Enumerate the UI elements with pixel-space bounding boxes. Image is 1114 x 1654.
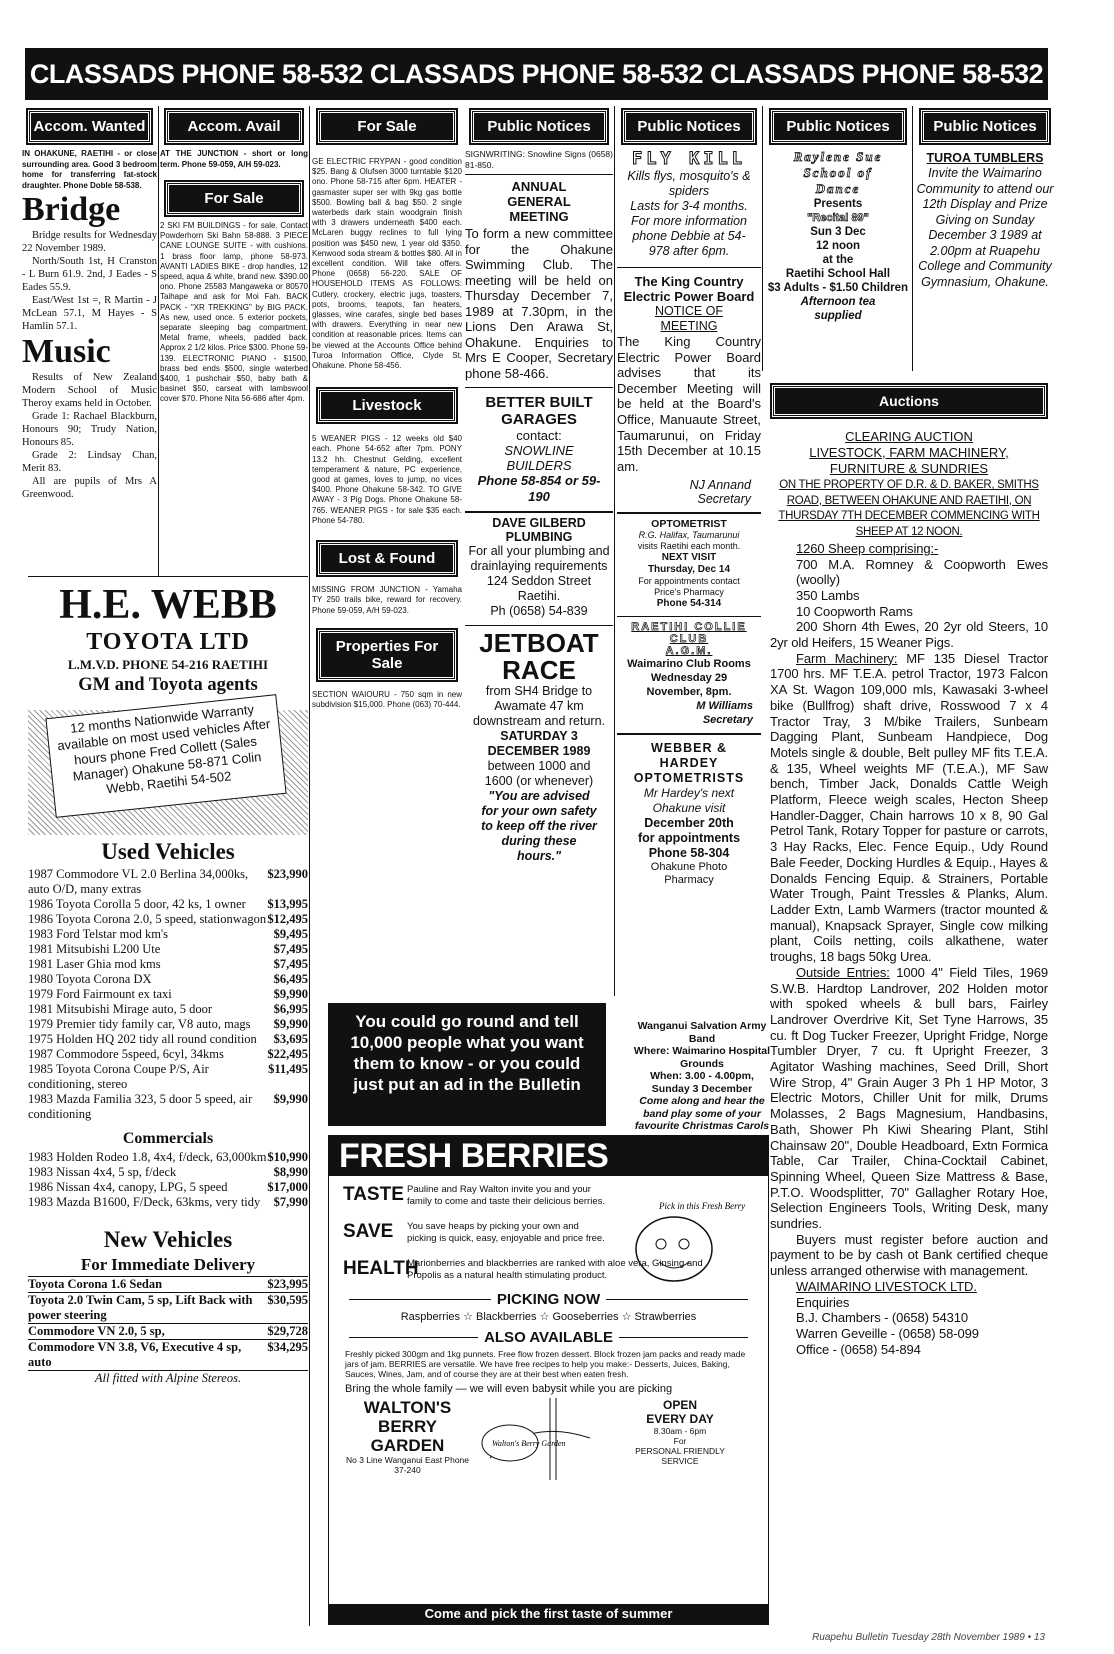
bulletin-ad: You could go round and tell 10,000 people what you want them to know - or you could just put an ad in the Bulletin — [328, 1003, 606, 1126]
berries-save-text: You save heaps by picking your own and picking is quick, easy, enjoyable and price free. — [407, 1221, 605, 1244]
vehicle-row — [28, 957, 308, 972]
vehicle-price: $8,990 — [273, 1165, 308, 1179]
jetboat-time: between 1000 and 1600 (or whenever) — [484, 759, 594, 788]
collie-l1: Waimarino Club Rooms — [627, 658, 751, 671]
heading-public-notices-4: Public Notices — [921, 110, 1049, 143]
salvation-notice — [632, 1020, 772, 1133]
berries-also: ALSO AVAILABLE — [484, 1329, 613, 1346]
berries-for: For — [673, 1436, 687, 1446]
flykill-l3: For more information phone Debbie at 54-978 after 6pm. — [630, 214, 747, 258]
auction-enq: Enquiries — [796, 1294, 850, 1310]
heading-auctions: Auctions — [772, 385, 1046, 417]
vehicle-price: $11,495 — [268, 1062, 308, 1076]
webb-line: L.M.V.D. PHONE 54-216 RAETIHI — [67, 657, 269, 672]
vehicle-price: $13,995 — [267, 897, 308, 911]
heading-for-sale: For Sale — [318, 110, 456, 143]
vehicle-row — [28, 1032, 308, 1047]
berries-bring: Bring the whole family — we will even babysit while you are picking — [345, 1383, 673, 1395]
heading-accom-avail: Accom. Avail — [166, 110, 302, 143]
comm-list — [28, 1150, 308, 1210]
vehicle-desc: 1975 Holden HQ 202 tidy all round condition — [28, 1032, 257, 1046]
optometrist-l1: R.G. Halifax, Taumarunui — [638, 530, 740, 541]
heading-properties: Properties For Sale — [318, 630, 456, 680]
vehicle-row — [28, 1017, 308, 1032]
heading-public-notices-2: Public Notices — [623, 110, 755, 143]
optometrist-l3: NEXT VISIT — [661, 552, 717, 564]
optometrist-l5: For appointments contact — [638, 576, 740, 587]
heading-for-sale-2: For Sale — [166, 182, 302, 215]
salvation-l4: Come along and hear the band play some of your favourite Christmas Carols — [634, 1095, 770, 1132]
new-sub: For Immediate Delivery — [80, 1255, 256, 1274]
auction-h2: LIVESTOCK, FARM MACHINERY, FURNITURE & SUNDRIES — [809, 445, 1009, 476]
raylene-l7: 12 noon — [815, 240, 861, 252]
vehicle-desc: 1983 Holden Rodeo 1.8, 4x4, f/deck, 63,000km — [28, 1150, 267, 1164]
raylene-l10: $3 Adults - $1.50 Children — [767, 282, 909, 294]
collie-sub: A.G.M. — [665, 645, 713, 658]
vehicle-desc: 1979 Ford Fairmount ex taxi — [28, 987, 172, 1001]
auction-outside-h: Outside Entries: — [796, 964, 890, 980]
vehicle-price: $12,495 — [267, 912, 308, 926]
col-public-notices-3 — [765, 106, 911, 323]
auction-outside: 1000 4" Field Tiles, 1969 S.W.B. Hardtop Landrover, 202 Holden motor with spoked wheels & bull bars, Fairley Landrover Overdrive Kit, Set Tyne Harrows, 35 cu. ft Dog Tucker Freezer, Upright Fridge, Norge Tumbler Dryer, 7 cu. ft Upright Freezer, 3 Agitator Washing machines, Seed Drill, Short Wire Strop, 4" Grain Auger 3 Ph 1 HP Motor, 3 Electric Motors, Chiller Unit for milk, Drums Molasses, 2 Bags Magnesium, Handbasins, Bath, Shower Ph Kiwi Shearing Plant, Stihl Chainsaw 20", Double Headboard, Extn Formica Table, Car Trailer, China-Cocktail Cabinet, Spinning Wheel, Queen Size Mattress & Base, P.T.O. Woodsplitter, 70" Gallagher Rotary Hoe, Selection Engineers Tools, Writing Desk, many sundries. — [770, 964, 1048, 1232]
vehicle-row — [28, 1277, 308, 1293]
vehicle-row — [28, 912, 308, 927]
berries-open: OPEN — [662, 1398, 697, 1412]
music-title: Music — [22, 333, 111, 370]
berries-garden: WALTON'S BERRY GARDEN — [363, 1398, 452, 1455]
vehicle-desc: 1987 Commodore 5speed, 6cyl, 34kms — [28, 1047, 224, 1061]
webb-warranty: 12 months Nationwide Warranty available on most used vehicles After hours phone Fred Collett (Sales Manager) Ohakune 58-871 Colin Webb, Raetihi 54-502 — [45, 694, 286, 818]
vehicle-row — [28, 1195, 308, 1210]
plumbing-addr2: Raetihi. — [517, 589, 561, 603]
music-text2: Grade 1: Rachael Blackburn, Honours 90; Trudy Nation, Honours 85. — [22, 411, 157, 448]
signwriting-text: SIGNWRITING: Snowline Signs (0658) 81-850. — [465, 149, 613, 170]
garages-phone: Phone 58-854 or 59-190 — [477, 473, 601, 504]
vehicle-price: $6,495 — [273, 972, 308, 986]
auction-buyers: Buyers must register before auction and payment to be by cash ot Bank certified cheque unless arranged otherwise with management. — [770, 1231, 1048, 1279]
vehicle-desc: 1986 Toyota Corona 2.0, 5 speed, stationwagon — [28, 912, 267, 926]
vehicle-desc: 1980 Toyota Corona DX — [28, 972, 152, 986]
auction-h1: CLEARING AUCTION — [845, 429, 973, 444]
turoa-title: TUROA TUMBLERS — [926, 151, 1044, 165]
jetboat-quote: "You are advised for your own safety to keep off the river during these hours." — [481, 789, 597, 863]
auction-h3: ON THE PROPERTY OF D.R. & D. BAKER, SMITHS ROAD, BETWEEN OHAKUNE AND RAETIHI, ON THURSDAY 7TH DECEMBER COMMENCING WITH SHEEP AT 12 NOON. — [778, 479, 1040, 539]
bridge-text3: East/West 1st =, R Martin - J McLean 57.1, M Hayes - S Hamlin 57.1. — [22, 295, 157, 332]
power-text: The King Country Electric Power Board advises that its December Meeting will be held at the Board's Office, Manuaute Street, Taumarunui, on Friday 15th December at 10.15 am. — [617, 334, 761, 474]
vehicle-price: $17,000 — [267, 1180, 308, 1194]
raylene-l9: Raetihi School Hall — [785, 268, 891, 280]
berries-service: PERSONAL FRIENDLY SERVICE — [635, 1446, 725, 1466]
collie-title: RAETIHI COLLIE CLUB — [631, 621, 747, 646]
vehicle-desc: 1983 Mazda B1600, F/Deck, 63kms, very tidy — [28, 1195, 261, 1209]
power-title: The King Country Electric Power Board — [623, 274, 755, 304]
heading-livestock: Livestock — [318, 389, 456, 422]
music-text1: Results of New Zealand Modern School of Music Theroy exams held in October. — [22, 372, 157, 409]
vehicle-desc: 1981 Mitsubishi Mirage auto, 5 door — [28, 1002, 213, 1016]
vehicle-desc: Commodore VN 2.0, 5 sp, — [28, 1324, 165, 1338]
agm-title: ANNUAL GENERAL MEETING — [507, 179, 571, 224]
berries-save: SAVE — [343, 1221, 394, 1242]
vehicle-row — [28, 1047, 308, 1062]
power-sign2: Secretary — [697, 492, 751, 507]
flykill-title: FLY KILL — [632, 149, 746, 169]
vehicle-desc: 1983 Ford Telstar mod km's — [28, 927, 169, 941]
berries-hours: 8.30am - 6pm — [653, 1426, 707, 1436]
vehicle-row — [28, 1165, 308, 1180]
vehicle-price: $9,990 — [273, 987, 308, 1001]
collie-l4: Secretary — [702, 714, 753, 727]
vehicle-price: $34,295 — [267, 1340, 308, 1354]
garages-contact: contact: — [516, 428, 562, 443]
vehicle-desc: Toyota 2.0 Twin Cam, 5 sp, Lift Back with power steering — [28, 1293, 253, 1322]
berries-health: HEALTH — [343, 1258, 419, 1279]
vehicle-price: $29,728 — [267, 1324, 308, 1338]
berries-taste: TASTE — [343, 1184, 404, 1205]
optometrist-l7: Phone 54-314 — [656, 598, 722, 610]
vehicle-price: $23,995 — [267, 1277, 308, 1291]
auction-company: WAIMARINO LIVESTOCK LTD. — [796, 1278, 977, 1294]
vehicle-row — [28, 1092, 308, 1122]
berries-footer: Come and pick the first taste of summer — [329, 1604, 768, 1624]
vehicle-row — [28, 1002, 308, 1017]
power-sign1: NJ Annand — [689, 478, 751, 493]
jetboat-date: SATURDAY 3 DECEMBER 1989 — [487, 729, 591, 758]
heading-public-notices-3: Public Notices — [771, 110, 905, 143]
raylene-l6: Sun 3 Dec — [810, 226, 866, 238]
vehicle-row — [28, 867, 308, 897]
raylene-l4: Presents — [813, 198, 863, 210]
optometrist-title: OPTOMETRIST — [651, 518, 727, 531]
auction-section — [770, 385, 1048, 1357]
vehicle-desc: Toyota Corona 1.6 Sedan — [28, 1277, 163, 1291]
raylene-l3: Dance — [815, 181, 861, 196]
vehicle-row — [28, 1324, 308, 1340]
vehicle-desc: 1987 Commodore VL 2.0 Berlina 34,000ks, auto O/D, many extras — [28, 867, 249, 896]
for-sale-list-2: 2 SKI FM BUILDINGS - for sale. Contact Powderhorn Ski Bahn 58-888. 3 PIECE CANE LOUNGE SUITE - with cushions. 1 brass floor lamp, phone 58-973. AVANTI LADIES BIKE - drop handles, 12 speed, aqua & white, brand new. $390.00 ono. Phone 25583 Mangaweka or 80570 Taihape and ask for Moi Fah. BACK PACK - "XR TREKKING" by BIG PACK. As new, used once. 5 exterior pockets, separate sleeping bag compartment. Metal frame, wheels, padded back. Approx 2 1/2 kilos. Price $300. Phone 59-139. ELECTRONIC PIANO - $1500, brass bed ends $500, single waterbed $400, 1 pushchair $50, baby bath & basinet $50, carseat with lambswool cover $70. Phone Nita 56-686 after 4pm. — [160, 221, 308, 404]
heading-public-notices-1: Public Notices — [471, 110, 607, 143]
col-public-notices-1 — [465, 106, 613, 864]
vehicle-desc: 1983 Nissan 4x4, 5 sp, f/deck — [28, 1165, 177, 1179]
vehicle-price: $30,595 — [267, 1293, 308, 1307]
garages-name: SNOWLINE BUILDERS — [504, 443, 574, 473]
music-text3: Grade 2: Lindsay Chan, Merit 83. — [22, 450, 157, 474]
vehicle-price: $9,495 — [273, 927, 308, 941]
col-accom-wanted — [22, 106, 157, 501]
webb-sub: TOYOTA LTD — [86, 629, 250, 655]
plumbing-text: For all your plumbing and drainlaying requirements — [468, 544, 610, 573]
vehicle-price: $7,990 — [273, 1195, 308, 1209]
jetboat-text: from SH4 Bridge to Awamate 47 km downstream and return. — [472, 684, 605, 728]
music-text4: All are pupils of Mrs A Greenwood. — [22, 476, 157, 500]
flykill-l2: Lasts for 3-4 months. — [630, 199, 748, 213]
flykill-l1: Kills flys, mosquito's & spiders — [627, 169, 751, 198]
webb-ad — [28, 582, 308, 1386]
berries-also-text: Freshly picked 300gm and 1kg punnets. Free flow frozen dessert. Block frozen jam packs and ready made jars of jam. BERRIES are versatile. We have free recipes to help you make:- Desserts, Juices, Baking, Sauces, Wines, Jam, and of course they are at their best when eaten fresh. — [345, 1349, 746, 1379]
vehicle-row — [28, 1180, 308, 1195]
auction-e1: B.J. Chambers - (0658) 54310 — [796, 1310, 969, 1326]
raylene-l2: School of — [803, 165, 873, 180]
vehicle-price: $7,495 — [273, 942, 308, 956]
vehicle-row — [28, 897, 308, 912]
mascot-text: Pick in this Fresh Berry — [659, 1201, 746, 1211]
salvation-l2: Where: Waimarino Hospital Grounds — [633, 1045, 771, 1070]
vehicle-desc: 1981 Laser Ghia mod kms — [28, 957, 161, 971]
vehicle-price: $3,695 — [273, 1032, 308, 1046]
vehicle-desc: 1985 Toyota Corona Coupe P/S, Air conditioning, stereo — [28, 1062, 209, 1091]
alpine-text: All fitted with Alpine Stereos. — [94, 1371, 242, 1385]
webber-l5: Ohakune Photo Pharmacy — [650, 861, 728, 887]
livestock-list: 5 WEANER PIGS - 12 weeks old $40 each. Phone 54-652 after 7pm. PONY 13.2 hh. Chestnut Gelding, excellent temperament & nature, PC experience, good at games, loves to jump, no vices $400. Phone Ohakune 58-342. TO GIVE AWAY - 3 Pig Dogs. Phone Ohakune 58-765. WEANER PIGS - for sale $35 each. Phone 54-780. — [312, 434, 462, 525]
for-sale-list: GE ELECTRIC FRYPAN - good condition $25. Bang & Olufsen 3000 turntable $120 ono. Phone 58-715 after 6pm. HEATER - gasmaster super ser with 9kg gas bottle $500. Bowling ball & bag $50. 2 single waterbeds dark stain woodgrain finish with 3 drawers underneath $400 each. McLaren buggy reclines to full lying position was $450 new, 1 year old $350. Kenwood soda stream & bottles $80. All in excellent condition. Will take offers. Phone (0658) 56-220. SALE OF HOUSEHOLD ITEMS AS FOLLOWS: Cutlery, crockery, electric jugs, toasters, pots, brooms, teapots, fan heaters, glasses, wine carafes, single bed bases with drawers. Everything in near new condition at reasonable prices. Items can be viewed at the Accounts Office behind Turoa Information Office, Clyde St, Ohakune. Phone 58-456. — [312, 157, 462, 371]
turoa-text: Invite the Waimarino Community to attend our 12th Display and Prize Giving on Sunday December 3 1989 at 2.00pm at Ruapehu College and Community Gymnasium, Ohakune. — [916, 166, 1054, 289]
vehicle-price: $9,990 — [273, 1092, 308, 1106]
berries-title: FRESH BERRIES — [329, 1136, 768, 1176]
col-public-notices-2 — [617, 106, 761, 887]
berries-taste-text: Pauline and Ray Walton invite you and your family to come and taste their delicious berries. — [407, 1184, 606, 1207]
plumbing-addr1: 124 Seddon Street — [486, 574, 592, 588]
vehicle-row — [28, 987, 308, 1002]
salvation-l3: When: 3.00 - 4.00pm, Sunday 3 December — [650, 1070, 754, 1095]
agm-text: To form a new committee for the Ohakune Swimming Club. The meeting will be held on Thursday December 7, 1989 at 7.30pm, in the Lions Den Arawa St, Ohakune. Enquiries to Mrs E Cooper, Secretary phone 58-466. — [465, 226, 613, 381]
vehicle-row — [28, 1293, 308, 1324]
optometrist-l4: Thursday, Dec 14 — [647, 564, 731, 576]
webb-agents: GM and Toyota agents — [78, 675, 258, 695]
raylene-l11: Afternoon tea supplied — [800, 296, 876, 322]
berries-map-icon — [470, 1398, 620, 1480]
raylene-l8: at the — [822, 254, 854, 266]
plumbing-phone: Ph (0658) 54-839 — [490, 604, 588, 618]
berries-health-text: Marionberries and blackberries are ranked with aloe vera, Ginsing and Propolis as a natural health stimulating product. — [407, 1258, 703, 1281]
new-title: New Vehicles — [103, 1227, 233, 1252]
vehicle-desc: Commodore VN 3.8, V6, Executive 4 sp, auto — [28, 1340, 242, 1369]
auction-farm-h: Farm Machinery: — [796, 650, 898, 666]
vehicle-row — [28, 1340, 308, 1371]
webb-title: H.E. WEBB — [59, 582, 277, 628]
lost-found-text: MISSING FROM JUNCTION - Yamaha TY 250 trails bike, reward for recovery. Phone 59-059, A/H 59-023. — [312, 585, 462, 615]
classads-banner: CLASSADS PHONE 58-532 CLASSADS PHONE 58-532 CLASSADS PHONE 58-532 — [25, 48, 1048, 100]
vehicle-desc: 1981 Mitsubishi L200 Ute — [28, 942, 161, 956]
auction-s4: 200 Shorn 4th Ewes, 20 2yr old Steers, 10 2yr old Heifers, 15 Weaner Pigs. — [770, 619, 1048, 651]
berries-picking: PICKING NOW — [496, 1291, 601, 1308]
vehicle-desc: 1986 Toyota Corolla 5 door, 42 ks, 1 owner — [28, 897, 246, 911]
bridge-text2: North/South 1st, H Cranston - L Burn 61.9. 2nd, J Eades - S Eades 55.9. — [22, 256, 157, 293]
properties-text: SECTION WAIOURU - 750 sqm in new subdivision $15,000. Phone (063) 70-444. — [312, 689, 462, 709]
bridge-text1: Bridge results for Wednesday 22 November 1989. — [22, 230, 157, 254]
col-public-notices-4 — [915, 106, 1055, 290]
auction-s3: 10 Coopworth Rams — [796, 603, 913, 619]
bridge-title: Bridge — [22, 191, 121, 228]
optometrist-l6: Price's Pharmacy — [654, 587, 724, 598]
power-sub: NOTICE OF MEETING — [654, 304, 724, 333]
berries-varieties: Raspberries ☆ Blackberries ☆ Gooseberries ☆ Strawberries — [400, 1311, 697, 1323]
vehicle-desc: 1986 Nissan 4x4, canopy, LPG, 5 speed — [28, 1180, 228, 1194]
auction-e3: Office - (0658) 54-894 — [796, 1341, 921, 1357]
berries-every: EVERY DAY — [646, 1412, 714, 1426]
berry-mascot-icon — [619, 1194, 746, 1289]
vehicle-row — [28, 942, 308, 957]
auction-farm: MF 135 Diesel Tractor 1700 hrs. MF T.E.A. petrol Tractor, 1973 Falcon XA St. Wagon 109,000 mls, Kawasaki 3-wheel bike (Bullfrog) shaft drive, Rosswood 7 x 4 Tractor Tray, 3 M/bike Trailers, Sunbeam Dagging Plant, Sunbeam Handpiece, Dog Motels single & double, Belt pulley MF fits T.E.A. & 135, Wheel weights MF (T.E.A.), MF Saw bench, Timber Jack, Donalds Cattle Weigh Platform, Fleece weigh scales, Hecton Sheep Handler-Dagger, Chain harrows 10 x 8, 90 Gal Petrol Tank, Rotary Topper for pasture or carrots, 3 Hay Racks, Elec. Fence Equip., Udy Round Bale Feeder, Docking Hurdles & Equip., Hayes & Donalds Fencing Equip. & Strainers, Portable Water Trough, Paint Tressles & Planks, Alum. Ladder Extn, Lamb Warmers (tractor mounted & manual), Knapsack Sprayer, Single cow milking plant, Coils netting, coils alkathene, water troughs, 18 bags 50kg Urea. — [770, 650, 1048, 965]
vehicle-desc: 1983 Mazda Familia 323, 5 door 5 speed, air conditioning — [28, 1092, 253, 1121]
webber-l2: December 20th — [644, 816, 734, 831]
auction-sheep-h: 1260 Sheep comprising:- — [796, 540, 939, 556]
heading-lost-found: Lost & Found — [318, 542, 456, 575]
berries-addr: No 3 Line Wanganui East Phone 37-240 — [345, 1455, 470, 1475]
col-accom-avail — [160, 106, 308, 405]
webber-l3: for appointments — [637, 831, 741, 846]
heading-accom-wanted: Accom. Wanted — [28, 110, 151, 143]
berries-ad — [328, 1135, 769, 1625]
vehicle-price: $23,990 — [267, 867, 308, 881]
collie-l3: M Williams — [696, 700, 753, 713]
raylene-l5: "Recital 89" — [807, 212, 869, 224]
jetboat-title1: JETBOAT — [479, 628, 599, 658]
vehicle-price: $9,990 — [273, 1017, 308, 1031]
vehicle-price: $22,495 — [267, 1047, 308, 1061]
vehicle-price: $6,995 — [273, 1002, 308, 1016]
plumbing-title: DAVE GILBERD PLUMBING — [492, 516, 586, 544]
vehicle-row — [28, 927, 308, 942]
salvation-l1: Wanganui Salvation Army Band — [637, 1020, 767, 1045]
page-footer: Ruapehu Bulletin Tuesday 28th November 1989 • 13 — [812, 1632, 1045, 1643]
vehicle-row — [28, 1150, 308, 1165]
auction-s2: 350 Lambs — [796, 587, 860, 603]
webber-title: WEBBER & HARDEY OPTOMETRISTS — [633, 741, 745, 786]
used-title: Used Vehicles — [101, 839, 235, 864]
vehicle-row — [28, 1062, 308, 1092]
webber-l4: Phone 58-304 — [648, 846, 730, 861]
optometrist-l2: visits Raetihi each month. — [637, 541, 741, 552]
map-label: Walton's Berry Garden — [492, 1439, 566, 1448]
jetboat-title2: RACE — [502, 655, 576, 685]
webber-l1: Mr Hardey's next Ohakune visit — [643, 786, 735, 816]
collie-l2: Wednesday 29 November, 8pm. — [646, 672, 732, 699]
raylene-l1: Raylene Sue — [793, 149, 883, 164]
vehicle-price: $7,495 — [273, 957, 308, 971]
auction-e2: Warren Geveille - (0658) 58-099 — [796, 1325, 979, 1341]
vehicle-row — [28, 972, 308, 987]
col-for-sale — [312, 106, 462, 710]
new-list — [28, 1276, 308, 1371]
vehicle-price: $10,990 — [267, 1150, 308, 1164]
comm-title: Commercials — [122, 1130, 214, 1147]
auction-s1: 700 M.A. Romney & Coopworth Ewes (woolly) — [796, 556, 1048, 588]
garages-title: BETTER BUILT GARAGES — [485, 394, 593, 428]
used-list — [28, 867, 308, 1122]
accom-wanted-text: IN OHAKUNE, RAETIHI - or close surrounding area. Good 3 bedroom home for transferring fat-stock draughter. Phone Doble 58-538. — [22, 149, 157, 190]
vehicle-desc: 1979 Premier tidy family car, V8 auto, mags — [28, 1017, 251, 1031]
accom-avail-text: AT THE JUNCTION - short or long term. Phone 59-059, A/H 59-023. — [160, 149, 308, 169]
